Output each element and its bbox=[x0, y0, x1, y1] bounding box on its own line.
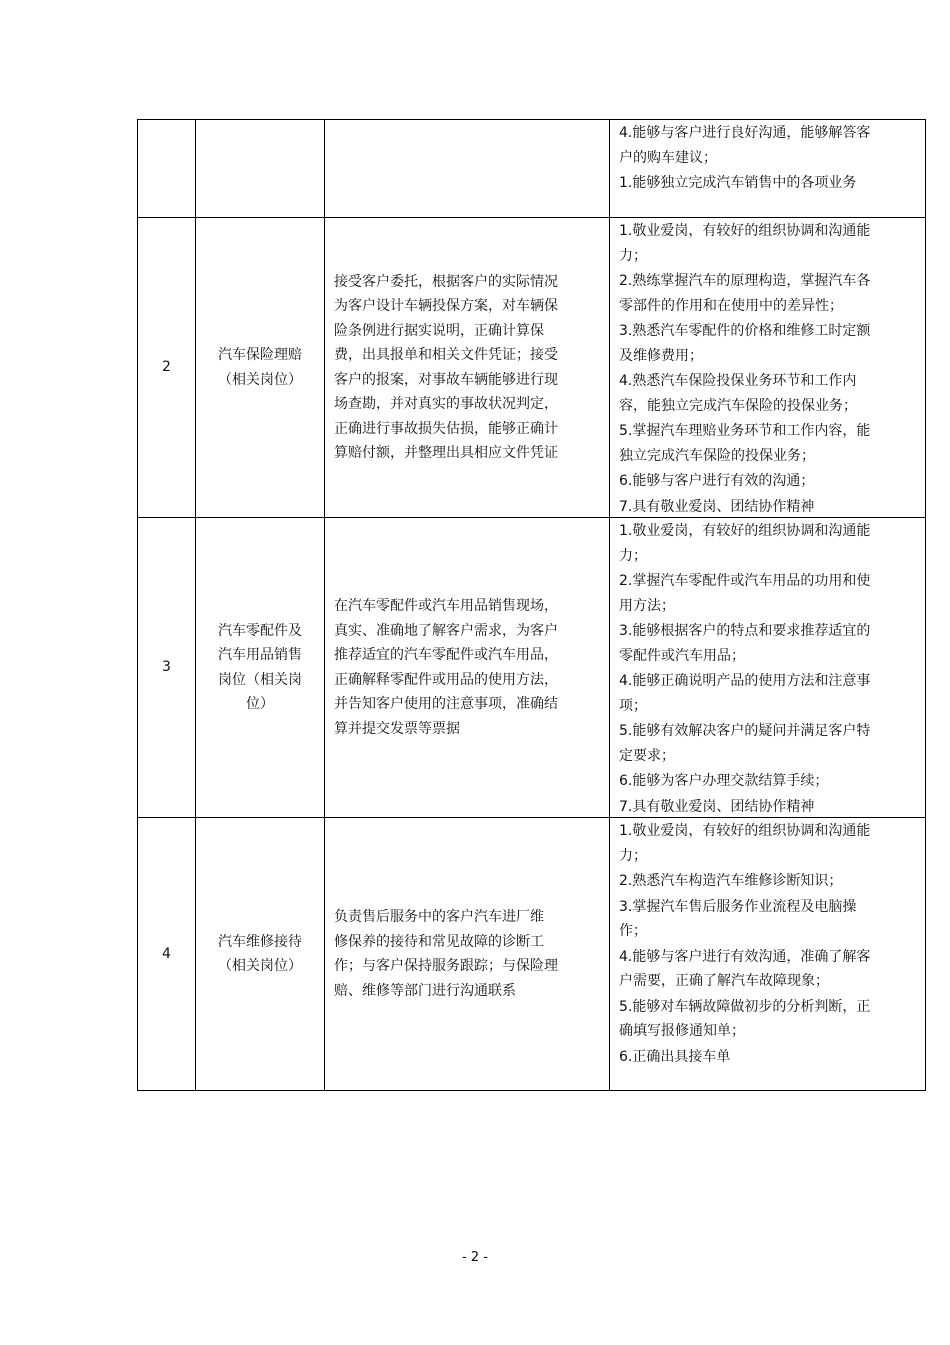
position-line: 岗位（相关岗 bbox=[218, 671, 302, 688]
requirement-item bbox=[619, 719, 919, 768]
requirement-line: 4.熟悉汽车保险投保业务环节和工作内 bbox=[619, 373, 857, 389]
requirement-line: 力； bbox=[619, 247, 647, 264]
requirement-line: 定要求； bbox=[619, 747, 675, 764]
requirement-line: 3.熟悉汽车零配件的价格和维修工时定额 bbox=[619, 323, 871, 339]
description-line: 客户的报案，对事故车辆能够进行现 bbox=[334, 371, 558, 388]
job-description bbox=[325, 218, 610, 517]
requirement-line: 2.掌握汽车零配件或汽车用品的功用和使 bbox=[619, 573, 871, 589]
requirement-item bbox=[619, 121, 919, 170]
position-line: 汽车零配件及 bbox=[218, 622, 302, 639]
job-description bbox=[325, 518, 610, 817]
description-line: 算并提交发票等票据 bbox=[334, 720, 460, 737]
requirement-line: 2.熟悉汽车构造汽车维修诊断知识； bbox=[619, 873, 843, 889]
requirement-line: 及维修费用； bbox=[619, 347, 703, 364]
requirement-item bbox=[619, 795, 919, 820]
position-line: （相关岗位） bbox=[218, 371, 302, 388]
job-requirements-table bbox=[137, 119, 926, 1091]
requirement-line: 3.掌握汽车售后服务作业流程及电脑操 bbox=[619, 898, 857, 915]
requirement-item bbox=[619, 469, 919, 494]
description-line: 场查勘，并对真实的事故状况判定， bbox=[334, 396, 558, 412]
requirement-line: 4.能够正确说明产品的使用方法和注意事 bbox=[619, 673, 871, 689]
requirement-line: 力； bbox=[619, 847, 647, 864]
requirement-line: 确填写报修通知单； bbox=[619, 1023, 745, 1039]
description-line: 费，出具报单和相关文件凭证；接受 bbox=[334, 347, 558, 363]
description-line: 算赔付额，并整理出具相应文件凭证 bbox=[334, 445, 558, 461]
requirement-item bbox=[619, 171, 919, 196]
requirement-item bbox=[619, 319, 919, 368]
table-row bbox=[138, 217, 925, 517]
description-line: 赔、维修等部门进行沟通联系 bbox=[334, 982, 516, 999]
requirement-line: 作； bbox=[619, 923, 647, 939]
table-row bbox=[138, 120, 925, 217]
requirement-line: 2.熟练掌握汽车的原理构造，掌握汽车各 bbox=[619, 273, 871, 289]
requirement-line: 容，能独立完成汽车保险的投保业务； bbox=[619, 397, 857, 414]
row-number bbox=[138, 120, 196, 217]
position-name bbox=[196, 120, 325, 217]
requirement-line: 1.敬业爱岗，有较好的组织协调和沟通能 bbox=[619, 523, 871, 539]
description-line: 为客户设计车辆投保方案，对车辆保 bbox=[334, 298, 558, 314]
requirement-item bbox=[619, 769, 919, 794]
position-line: 汽车用品销售 bbox=[218, 647, 302, 663]
description-line: 真实、准确地了解客户需求，为客户 bbox=[334, 622, 558, 639]
requirement-line: 6.能够与客户进行有效的沟通； bbox=[619, 473, 815, 489]
requirement-item bbox=[619, 1045, 919, 1070]
row-number: 4 bbox=[138, 818, 196, 1090]
position-name bbox=[196, 218, 325, 517]
row-number: 2 bbox=[138, 218, 196, 517]
position-line: 位） bbox=[246, 696, 274, 712]
requirement-item bbox=[619, 669, 919, 718]
position-name bbox=[196, 518, 325, 817]
description-line: 修保养的接待和常见故障的诊断工 bbox=[334, 933, 544, 950]
position-line: 汽车维修接待 bbox=[218, 933, 302, 950]
requirement-item bbox=[619, 219, 919, 268]
description-line: 正确解释零配件或用品的使用方法， bbox=[334, 671, 558, 688]
requirement-line: 5.能够有效解决客户的疑问并满足客户特 bbox=[619, 723, 871, 739]
description-line: 接受客户委托，根据客户的实际情况 bbox=[334, 273, 558, 290]
requirement-line: 6.正确出具接车单 bbox=[619, 1048, 731, 1065]
job-requirements bbox=[610, 518, 925, 817]
requirement-item bbox=[619, 269, 919, 318]
requirement-line: 1.能够独立完成汽车销售中的各项业务 bbox=[619, 175, 857, 191]
requirement-line: 零配件或汽车用品； bbox=[619, 647, 745, 664]
requirement-line: 5.能够对车辆故障做初步的分析判断，正 bbox=[619, 998, 871, 1015]
description-line: 在汽车零配件或汽车用品销售现场， bbox=[334, 598, 558, 614]
requirement-line: 7.具有敬业爱岗、团结协作精神 bbox=[619, 498, 815, 515]
requirement-line: 1.敬业爱岗，有较好的组织协调和沟通能 bbox=[619, 223, 871, 239]
description-line: 并告知客户使用的注意事项，准确结 bbox=[334, 696, 558, 712]
requirement-line: 5.掌握汽车理赔业务环节和工作内容，能 bbox=[619, 423, 871, 439]
requirement-item bbox=[619, 495, 919, 520]
requirement-line: 用方法； bbox=[619, 597, 675, 614]
requirement-item bbox=[619, 819, 919, 868]
row-number: 3 bbox=[138, 518, 196, 817]
requirement-item bbox=[619, 519, 919, 568]
requirement-line: 户需要，正确了解汽车故障现象； bbox=[619, 973, 829, 989]
requirement-item bbox=[619, 569, 919, 618]
requirement-item bbox=[619, 945, 919, 994]
requirement-item bbox=[619, 895, 919, 944]
position-name bbox=[196, 818, 325, 1090]
table-row bbox=[138, 817, 925, 1090]
requirement-item bbox=[619, 869, 919, 894]
job-requirements bbox=[610, 818, 925, 1090]
requirement-line: 零部件的作用和在使用中的差异性； bbox=[619, 297, 843, 314]
requirement-item bbox=[619, 619, 919, 668]
description-line: 正确进行事故损失估损，能够正确计 bbox=[334, 420, 558, 437]
requirement-item bbox=[619, 369, 919, 418]
table-row bbox=[138, 517, 925, 817]
description-line: 负责售后服务中的客户汽车进厂维 bbox=[334, 909, 544, 925]
requirement-line: 3.能够根据客户的特点和要求推荐适宜的 bbox=[619, 623, 871, 639]
job-requirements bbox=[610, 120, 925, 217]
position-line: 汽车保险理赔 bbox=[218, 347, 302, 363]
requirement-line: 1.敬业爱岗，有较好的组织协调和沟通能 bbox=[619, 823, 871, 839]
job-requirements bbox=[610, 218, 925, 517]
requirement-line: 7.具有敬业爱岗、团结协作精神 bbox=[619, 798, 815, 815]
description-line: 推荐适宜的汽车零配件或汽车用品， bbox=[334, 647, 558, 663]
requirement-item bbox=[619, 419, 919, 468]
job-description bbox=[325, 818, 610, 1090]
description-line: 作；与客户保持服务跟踪；与保险理 bbox=[334, 958, 558, 974]
requirement-line: 4.能够与客户进行良好沟通，能够解答客 bbox=[619, 125, 871, 141]
description-line: 险条例进行据实说明，正确计算保 bbox=[334, 322, 544, 339]
requirement-line: 独立完成汽车保险的投保业务； bbox=[619, 447, 815, 464]
requirement-line: 户的购车建议； bbox=[619, 149, 717, 166]
requirement-item bbox=[619, 995, 919, 1044]
position-line: （相关岗位） bbox=[218, 958, 302, 974]
requirement-line: 4.能够与客户进行有效沟通，准确了解客 bbox=[619, 948, 871, 965]
requirement-line: 6.能够为客户办理交款结算手续； bbox=[619, 773, 829, 789]
requirement-line: 项； bbox=[619, 697, 647, 714]
requirement-line: 力； bbox=[619, 547, 647, 564]
job-description bbox=[325, 120, 610, 217]
page-number: - 2 - bbox=[462, 1250, 488, 1265]
